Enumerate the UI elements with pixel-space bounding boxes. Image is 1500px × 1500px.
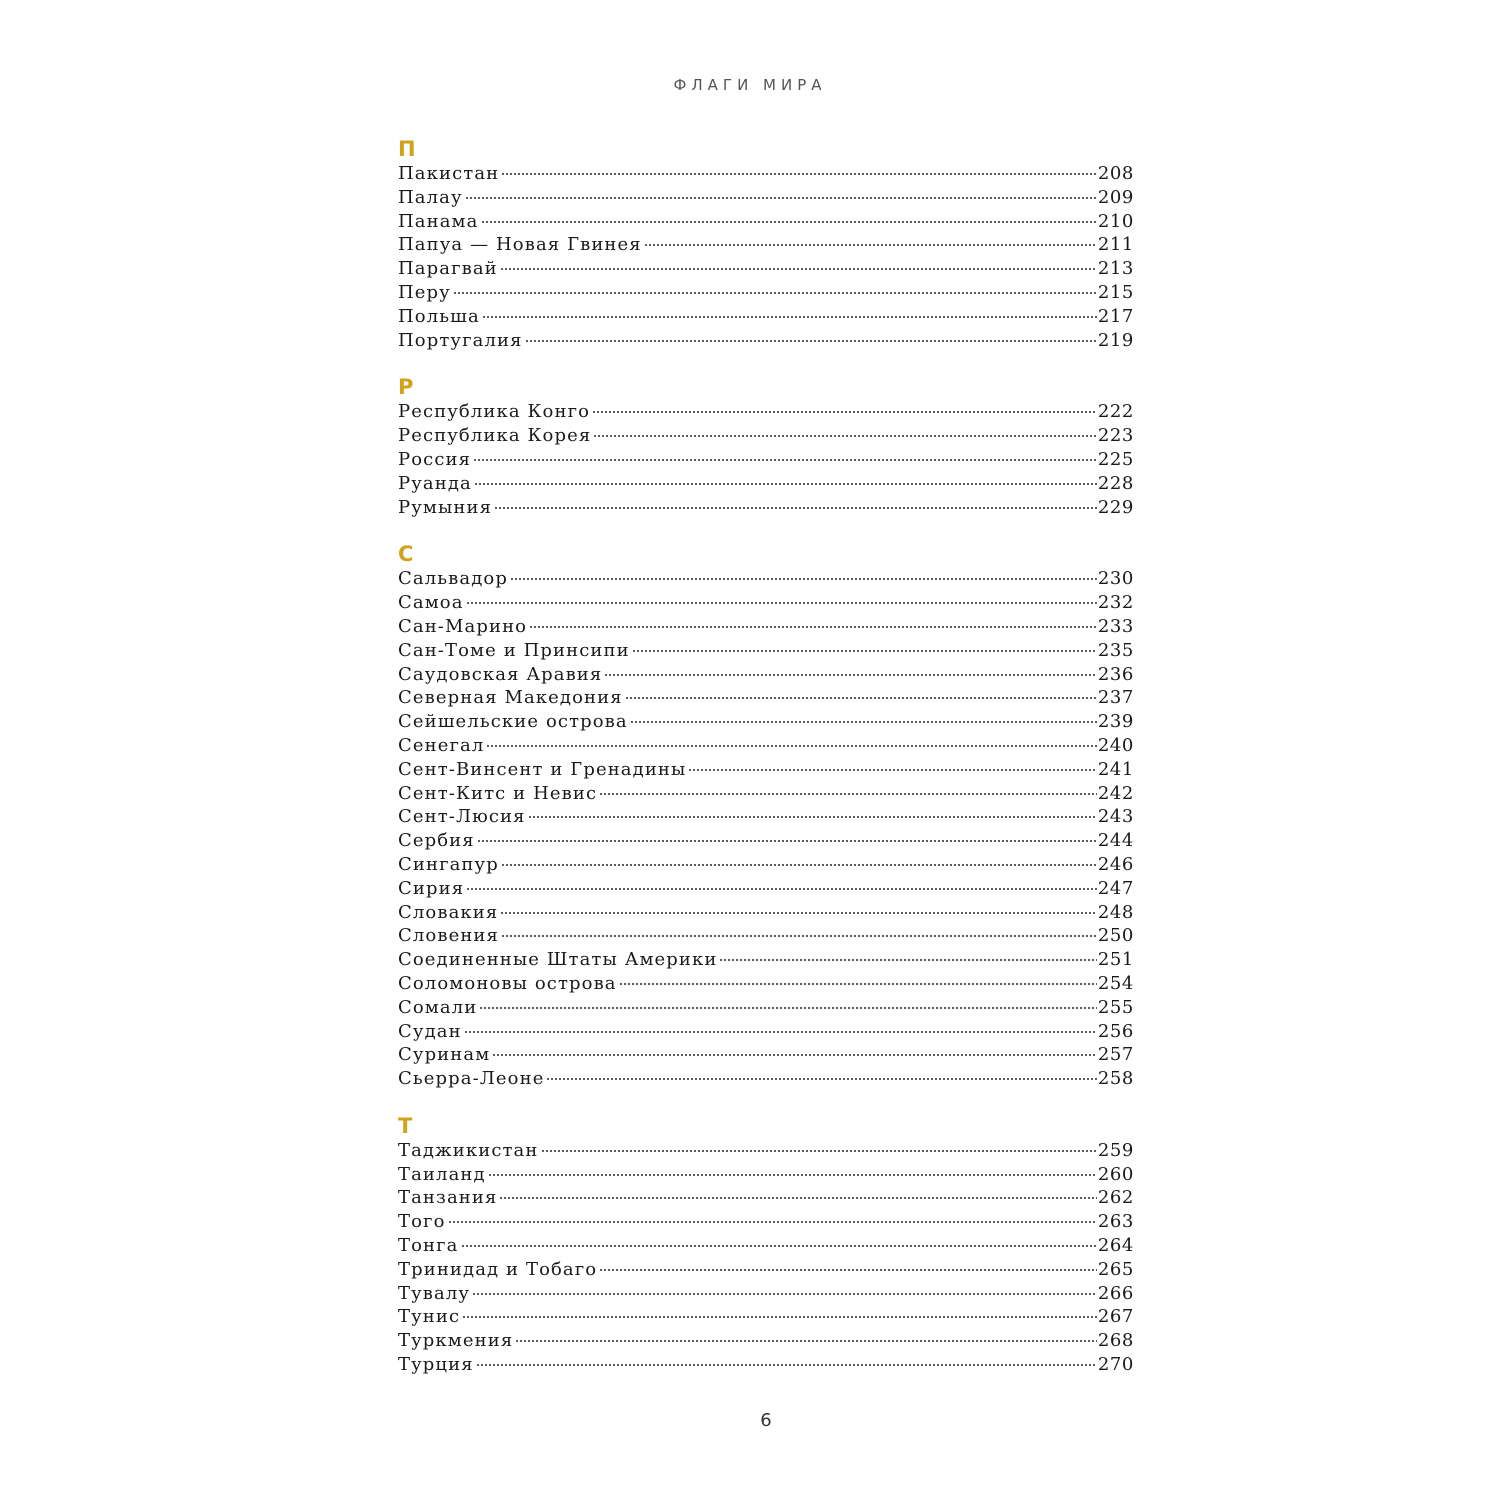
toc-entry (398, 734, 1134, 758)
country-name: Турция (398, 1354, 474, 1376)
dot-leader (528, 815, 1097, 821)
dot-leader (453, 291, 1097, 297)
dot-leader (630, 720, 1097, 726)
toc-entry (398, 210, 1134, 234)
dot-leader (472, 1292, 1097, 1298)
dot-leader (488, 1173, 1097, 1179)
toc-entry (398, 615, 1134, 639)
country-name: Туркмения (398, 1330, 514, 1352)
toc-entry (398, 758, 1134, 782)
dot-leader (529, 625, 1097, 631)
entry-page-number: 267 (1097, 1306, 1134, 1328)
toc-entry (398, 1282, 1134, 1306)
running-header: ФЛАГИ МИРА (673, 76, 827, 94)
toc-entry (398, 1210, 1134, 1234)
dot-leader (501, 172, 1097, 178)
country-name: Словакия (398, 901, 499, 923)
page-number: 6 (760, 1410, 772, 1431)
country-name: Россия (398, 448, 472, 470)
dot-leader (719, 958, 1096, 964)
toc-entry (398, 1020, 1134, 1044)
entry-page-number: 241 (1097, 758, 1134, 780)
entry-page-number: 219 (1097, 329, 1134, 351)
toc-entry (398, 1186, 1134, 1210)
toc-entry (398, 1329, 1134, 1353)
entry-page-number: 255 (1097, 996, 1134, 1018)
toc-entry (398, 1258, 1134, 1282)
country-name: Соединенные Штаты Америки (398, 949, 718, 971)
dot-leader (477, 839, 1097, 845)
country-name: Сан-Томе и Принсипи (398, 639, 630, 661)
entry-page-number: 264 (1097, 1235, 1134, 1257)
dot-leader (593, 434, 1097, 440)
entry-page-number: 229 (1097, 496, 1134, 518)
dot-leader (473, 458, 1097, 464)
entry-page-number: 239 (1097, 711, 1134, 733)
country-name: Республика Конго (398, 401, 591, 423)
entry-page-number: 237 (1097, 687, 1134, 709)
toc-section (398, 1113, 1134, 1377)
dot-leader (501, 934, 1097, 940)
entry-page-number: 232 (1097, 592, 1134, 614)
dot-leader (481, 220, 1097, 226)
entry-page-number: 247 (1097, 877, 1134, 899)
country-name: Португалия (398, 329, 523, 351)
country-name: Тунис (398, 1306, 461, 1328)
dot-leader (492, 1053, 1097, 1059)
toc-entry (398, 639, 1134, 663)
dot-leader (500, 267, 1097, 273)
dot-leader (476, 1363, 1097, 1369)
country-name: Таиланд (398, 1163, 486, 1185)
toc-entry (398, 472, 1134, 496)
entry-page-number: 217 (1097, 305, 1134, 327)
dot-leader (486, 744, 1096, 750)
country-name: Палау (398, 186, 463, 208)
toc-entry (398, 1043, 1134, 1067)
country-name: Папуа — Новая Гвинея (398, 234, 642, 256)
entry-page-number: 209 (1097, 186, 1134, 208)
toc-entry (398, 496, 1134, 520)
dot-leader (515, 1339, 1097, 1345)
entry-page-number: 266 (1097, 1282, 1134, 1304)
entry-page-number: 259 (1097, 1139, 1134, 1161)
toc-entry (398, 591, 1134, 615)
toc-entry (398, 948, 1134, 972)
toc-entry (398, 829, 1134, 853)
country-name: Тувалу (398, 1282, 471, 1304)
country-name: Сирия (398, 877, 465, 899)
toc-entry (398, 400, 1134, 424)
dot-leader (499, 1196, 1096, 1202)
country-name: Польша (398, 305, 480, 327)
entry-page-number: 243 (1097, 806, 1134, 828)
dot-leader (525, 339, 1097, 345)
dot-leader (510, 577, 1097, 583)
toc-entry (398, 1139, 1134, 1163)
country-name: Сейшельские острова (398, 711, 628, 733)
entry-page-number: 233 (1097, 615, 1134, 637)
entry-page-number: 230 (1097, 568, 1134, 590)
section-letter: Р (398, 375, 414, 400)
dot-leader (466, 887, 1097, 893)
country-name: Самоа (398, 592, 464, 614)
dot-leader (599, 1268, 1097, 1274)
entry-page-number: 250 (1097, 925, 1134, 947)
country-name: Суринам (398, 1044, 491, 1066)
toc-entry (398, 1067, 1134, 1091)
country-name: Соломоновы острова (398, 972, 617, 994)
dot-leader (482, 315, 1097, 321)
country-name: Саудовская Аравия (398, 663, 603, 685)
toc-entry (398, 305, 1134, 329)
toc-entry (398, 257, 1134, 281)
entry-page-number: 258 (1097, 1068, 1134, 1090)
toc-entry (398, 710, 1134, 734)
country-name: Сьерра-Леоне (398, 1068, 545, 1090)
entry-page-number: 225 (1097, 448, 1134, 470)
country-name: Тринидад и Тобаго (398, 1258, 598, 1280)
dot-leader (688, 768, 1096, 774)
country-name: Парагвай (398, 258, 498, 280)
dot-leader (644, 243, 1097, 249)
dot-leader (474, 482, 1097, 488)
toc-entry (398, 996, 1134, 1020)
toc-entry (398, 281, 1134, 305)
country-name: Руанда (398, 472, 472, 494)
dot-leader (592, 410, 1097, 416)
country-name: Пакистан (398, 163, 500, 184)
entry-page-number: 260 (1097, 1163, 1134, 1185)
toc-section (398, 541, 1134, 1091)
country-name: Республика Корея (398, 425, 592, 447)
country-name: Судан (398, 1020, 462, 1042)
entry-page-number: 256 (1097, 1020, 1134, 1042)
dot-leader (494, 506, 1097, 512)
country-name: Сингапур (398, 853, 499, 875)
entry-page-number: 222 (1097, 401, 1134, 423)
toc-entry (398, 233, 1134, 257)
dot-leader (462, 1315, 1097, 1321)
dot-leader (461, 1244, 1097, 1250)
entry-page-number: 257 (1097, 1044, 1134, 1066)
entry-page-number: 215 (1097, 281, 1134, 303)
dot-leader (599, 792, 1097, 798)
toc-entry (398, 424, 1134, 448)
toc-entry (398, 782, 1134, 806)
country-name: Сенегал (398, 734, 485, 756)
country-name: Таджикистан (398, 1139, 539, 1161)
entry-page-number: 210 (1097, 210, 1134, 232)
toc-entry (398, 162, 1134, 186)
entry-page-number: 228 (1097, 472, 1134, 494)
dot-leader (501, 863, 1097, 869)
entry-page-number: 240 (1097, 734, 1134, 756)
toc-entry (398, 448, 1134, 472)
dot-leader (466, 601, 1097, 607)
dot-leader (546, 1077, 1096, 1083)
country-name: Сент-Китс и Невис (398, 782, 598, 804)
dot-leader (448, 1220, 1097, 1226)
toc-entry (398, 924, 1134, 948)
entry-page-number: 270 (1097, 1354, 1134, 1376)
country-name: Сальвадор (398, 568, 508, 590)
toc-section (398, 374, 1134, 519)
toc-entry (398, 567, 1134, 591)
table-of-contents (398, 136, 1134, 1377)
toc-entry (398, 1234, 1134, 1258)
toc-entry (398, 1305, 1134, 1329)
country-name: Тонга (398, 1235, 459, 1257)
entry-page-number: 223 (1097, 425, 1134, 447)
dot-leader (500, 911, 1097, 917)
entry-page-number: 254 (1097, 972, 1134, 994)
country-name: Сербия (398, 830, 475, 852)
country-name: Сомали (398, 996, 478, 1018)
toc-section (398, 136, 1134, 352)
section-letter: Т (398, 1113, 413, 1138)
toc-entry (398, 663, 1134, 687)
entry-page-number: 211 (1097, 234, 1134, 256)
country-name: Танзания (398, 1187, 498, 1209)
entry-page-number: 268 (1097, 1330, 1134, 1352)
country-name: Перу (398, 281, 451, 303)
toc-entry (398, 877, 1134, 901)
toc-entry (398, 186, 1134, 210)
country-name: Того (398, 1211, 446, 1233)
toc-entry (398, 805, 1134, 829)
entry-page-number: 242 (1097, 782, 1134, 804)
entry-page-number: 244 (1097, 830, 1134, 852)
country-name: Румыния (398, 496, 493, 518)
entry-page-number: 236 (1097, 663, 1134, 685)
country-name: Сент-Винсент и Гренадины (398, 758, 687, 780)
dot-leader (625, 696, 1097, 702)
entry-page-number: 248 (1097, 901, 1134, 923)
entry-page-number: 262 (1097, 1187, 1134, 1209)
dot-leader (479, 1006, 1096, 1012)
toc-entry (398, 329, 1134, 353)
entry-page-number: 263 (1097, 1211, 1134, 1233)
entry-page-number: 208 (1097, 163, 1134, 184)
toc-entry (398, 1353, 1134, 1377)
toc-entry (398, 972, 1134, 996)
entry-page-number: 251 (1097, 949, 1134, 971)
dot-leader (632, 649, 1097, 655)
dot-leader (619, 982, 1097, 988)
dot-leader (465, 196, 1097, 202)
entry-page-number: 265 (1097, 1258, 1134, 1280)
entry-page-number: 246 (1097, 853, 1134, 875)
country-name: Северная Македония (398, 687, 623, 709)
country-name: Сент-Люсия (398, 806, 526, 828)
entry-page-number: 213 (1097, 258, 1134, 280)
entry-page-number: 235 (1097, 639, 1134, 661)
toc-entry (398, 901, 1134, 925)
toc-entry (398, 1163, 1134, 1187)
dot-leader (464, 1030, 1097, 1036)
country-name: Сан-Марино (398, 615, 528, 637)
toc-entry (398, 853, 1134, 877)
dot-leader (541, 1149, 1097, 1155)
country-name: Панама (398, 210, 479, 232)
toc-entry (398, 686, 1134, 710)
section-letter: П (398, 137, 416, 161)
section-letter: С (398, 542, 414, 567)
dot-leader (604, 673, 1096, 679)
country-name: Словения (398, 925, 499, 947)
